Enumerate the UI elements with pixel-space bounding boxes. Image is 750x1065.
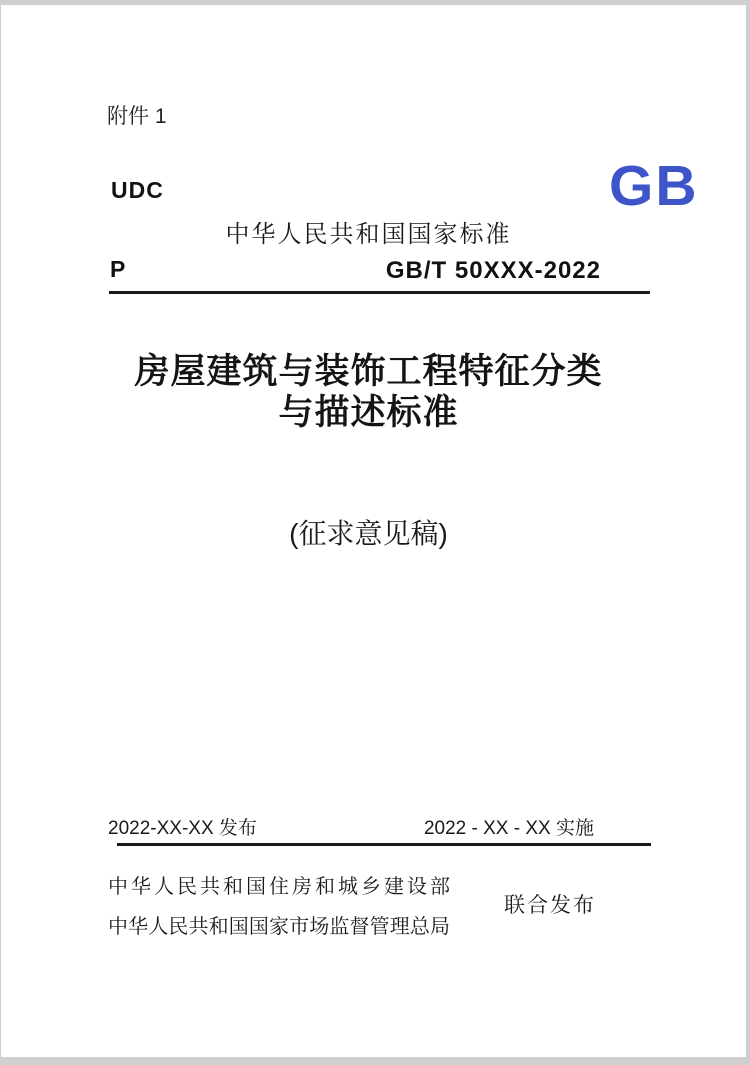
document-title-line1: 房屋建筑与装饰工程特征分类 — [134, 352, 603, 391]
gb-logo: GB — [609, 154, 699, 218]
publisher-line-2: 中华人民共和国国家市场监督管理总局 — [108, 916, 450, 938]
p-classification-label: P — [110, 256, 126, 282]
header-divider — [109, 291, 650, 294]
publishers-block — [108, 867, 450, 947]
document-title — [1, 351, 736, 433]
document-title-line2: 与描述标准 — [278, 393, 459, 432]
publisher-line-1: 中华人民共和国住房和城乡建设部 — [108, 876, 450, 898]
joint-publish-label: 联合发布 — [504, 894, 596, 917]
draft-note: (征求意见稿) — [289, 518, 448, 549]
footer-divider — [117, 843, 651, 846]
udc-label: UDC — [111, 177, 164, 203]
attachment-label: 附件 1 — [107, 105, 167, 128]
implementation-date: 2022 - XX - XX 实施 — [423, 818, 594, 839]
issue-date: 2022-XX-XX 发布 — [108, 818, 257, 839]
standard-number: GB/T 50XXX-2022 — [385, 257, 601, 284]
standard-cover-page — [1, 5, 746, 1057]
national-standard-heading: 中华人民共和国国家标准 — [225, 222, 512, 248]
